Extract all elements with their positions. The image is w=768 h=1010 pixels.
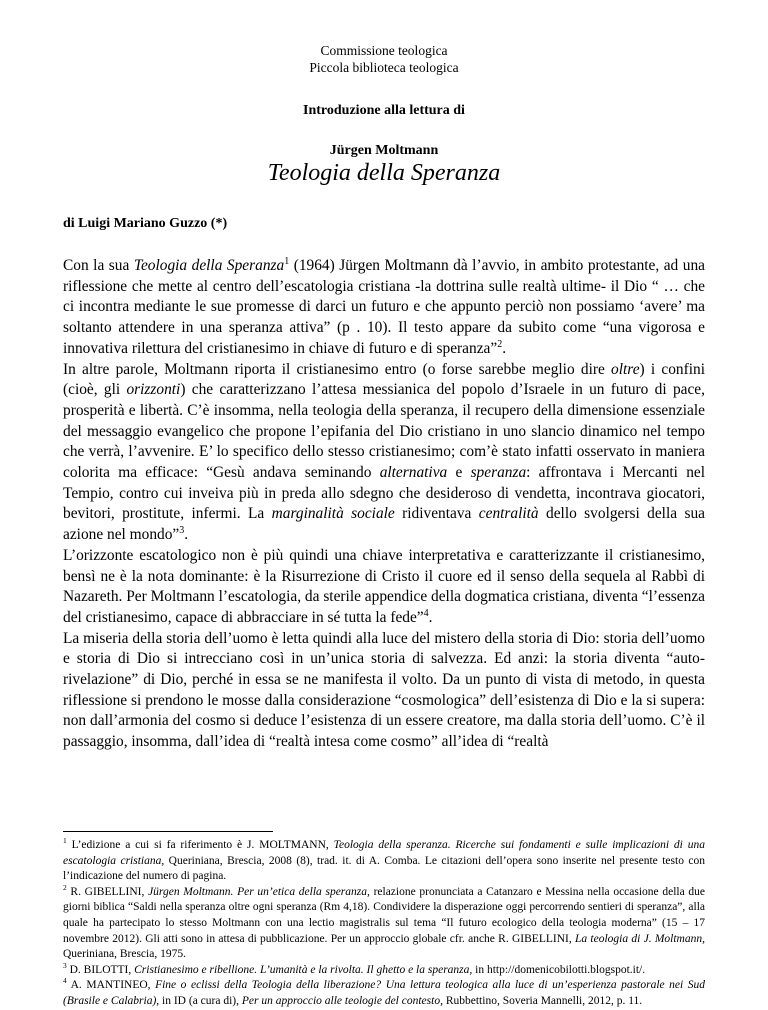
- footnote-ref[interactable]: 2: [497, 338, 503, 350]
- header-library: Piccola biblioteca teologica: [309, 60, 459, 75]
- footnote: $^4$ A. MANTINEO, Fine o eclissi della Teologia della liberazione? Una lettura teologica alla luce di un’esperienza pastorale nei Sud (Brasile e Calabria), in ID (a cura di), Per un approccio alle teologie del contesto, Rubbettino, Soveria Mannelli, 2012, p. 11.: [63, 976, 705, 1007]
- footnote: $^2$ R. GIBELLINI, Jürgen Moltmann. Per un’etica della speranza, relazione pronunciata a Catanzaro e Messina nella occasione della due giorni biblica “Saldi nella speranza oltre ogni speranza (Rm 4,18). Condividere la disperazione oggi percorrendo sentieri di speranza”, alla quale ha partecipato lo stesso Moltmann con una lectio magistralis sul tema “Il futuro ecologico della teologia moderna” (15 – 17 novembre 2012). Gli atti sono in attesa di pubblicazione. Per un approccio globale cfr. anche R. GIBELLINI, La teologia di J. Moltmann, Queriniana, Brescia, 1975.: [63, 882, 705, 961]
- footnote-ref[interactable]: 4: [423, 607, 429, 619]
- body-text: [63, 256, 705, 753]
- footnote-divider: [63, 831, 273, 832]
- footnote-link[interactable]: in http://domenicobilotti.blogspot.it/.: [472, 963, 646, 976]
- header-commission: Commissione teologica: [320, 43, 448, 58]
- paragraph: Con la sua Teologia della Speranza$^1$ (1964) Jürgen Moltmann dà l’avvio, in ambito protestante, ad una riflessione che mette al centro dell’escatologia cristiana -la dottrina sulle realtà ultime- il Dio “ … che ci incontra mediante le sue promesse di darci un futuro e che appunto perciò non possiamo ‘avere’ ma soltanto attendere in una speranza attiva” (p . 10). Il testo appare da subito come “una vigorosa e innovativa rilettura del cristianesimo in chiave di futuro e di speranza”$^2$.: [63, 255, 705, 357]
- paragraph: In altre parole, Moltmann riporta il cristianesimo entro (o forse sarebbe meglio dire oltre) i confini (cioè, gli orizzonti) che caratterizzano l’attesa messianica del popolo d’Israele in un futuro di pace, prosperità e libertà. C’è insomma, nella teologia della speranza, il recupero della dimensione essenziale del messaggio evangelico che propone l’epifania del Dio cristiano in uno slancio dinamico nel tempo che verrà, l’avvenire. E’ lo specifico dello stesso cristianesimo; com’è stato infatti osservato in maniera colorita ma efficace: “Gesù andava seminando alternativa e speranza: affrontava i Mercanti nel Tempio, contro cui inveiva più in preda allo sdegno che desideroso di vendetta, incontrava giocatori, bevitori, prostitute, infermi. La marginalità sociale ridiventava centralità dello svolgersi della sua azione nel mondo”$^3$.: [63, 360, 705, 544]
- footnote: $^1$ L’edizione a cui si fa riferimento è J. MOLTMANN, Teologia della speranza. Ricerche sui fondamenti e sulle implicazioni di una escatologia cristiana, Queriniana, Brescia, 2008 (8), trad. it. di A. Comba. Le citazioni dell’opera sono inserite nel presente testo con l’indicazione del numero di pagina.: [63, 836, 705, 883]
- footnote-ref[interactable]: 3: [179, 525, 185, 537]
- paragraph: La miseria della storia dell’uomo è letta quindi alla luce del mistero della storia di Dio: storia dell’uomo e storia di Dio si intrecciano così in un’unica storia di salvezza. Ed anzi: la storia diventa “auto-rivelazione” di Dio, perché in essa se ne manifesta il volto. Da un punto di vista di metodo, in questa riflessione si prendono le mosse dalla considerazione “cosmologica” dell’esistenza di Dio e la si supera: non dall’armonia del cosmo si deduce l’esistenza di un essere creatore, ma dalla storia dell’uomo. C’è il passaggio, insomma, dall’idea di “realtà intesa come cosmo” all’idea di “realtà: [63, 629, 705, 751]
- paragraph: L’orizzonte escatologico non è più quindi una chiave interpretativa e caratterizzante il cristianesimo, bensì ne è la nota dominante: è la Risurrezione di Cristo il cuore ed il senso della sequela al Rabbì di Nazareth. Per Moltmann l’escatologia, da sterile appendice della dogmatica cristiana, diventa “l’essenza del cristianesimo, capace di abbracciare in sé tutta la fede”$^4$.: [63, 546, 705, 626]
- footnote-ref[interactable]: 1: [284, 255, 290, 267]
- book-title: Teologia della Speranza: [267, 160, 501, 186]
- book-author: Jürgen Moltmann: [329, 143, 439, 158]
- intro-line: Introduzione alla lettura di: [303, 103, 465, 118]
- byline: di Luigi Mariano Guzzo (*): [63, 216, 228, 231]
- footnote: $^3$ D. BILOTTI, Cristianesimo e ribellione. L’umanità e la rivolta. Il ghetto e la speranza, in http://domenicobilotti.blogspot.it/.: [63, 960, 646, 976]
- footnotes: [63, 838, 705, 1010]
